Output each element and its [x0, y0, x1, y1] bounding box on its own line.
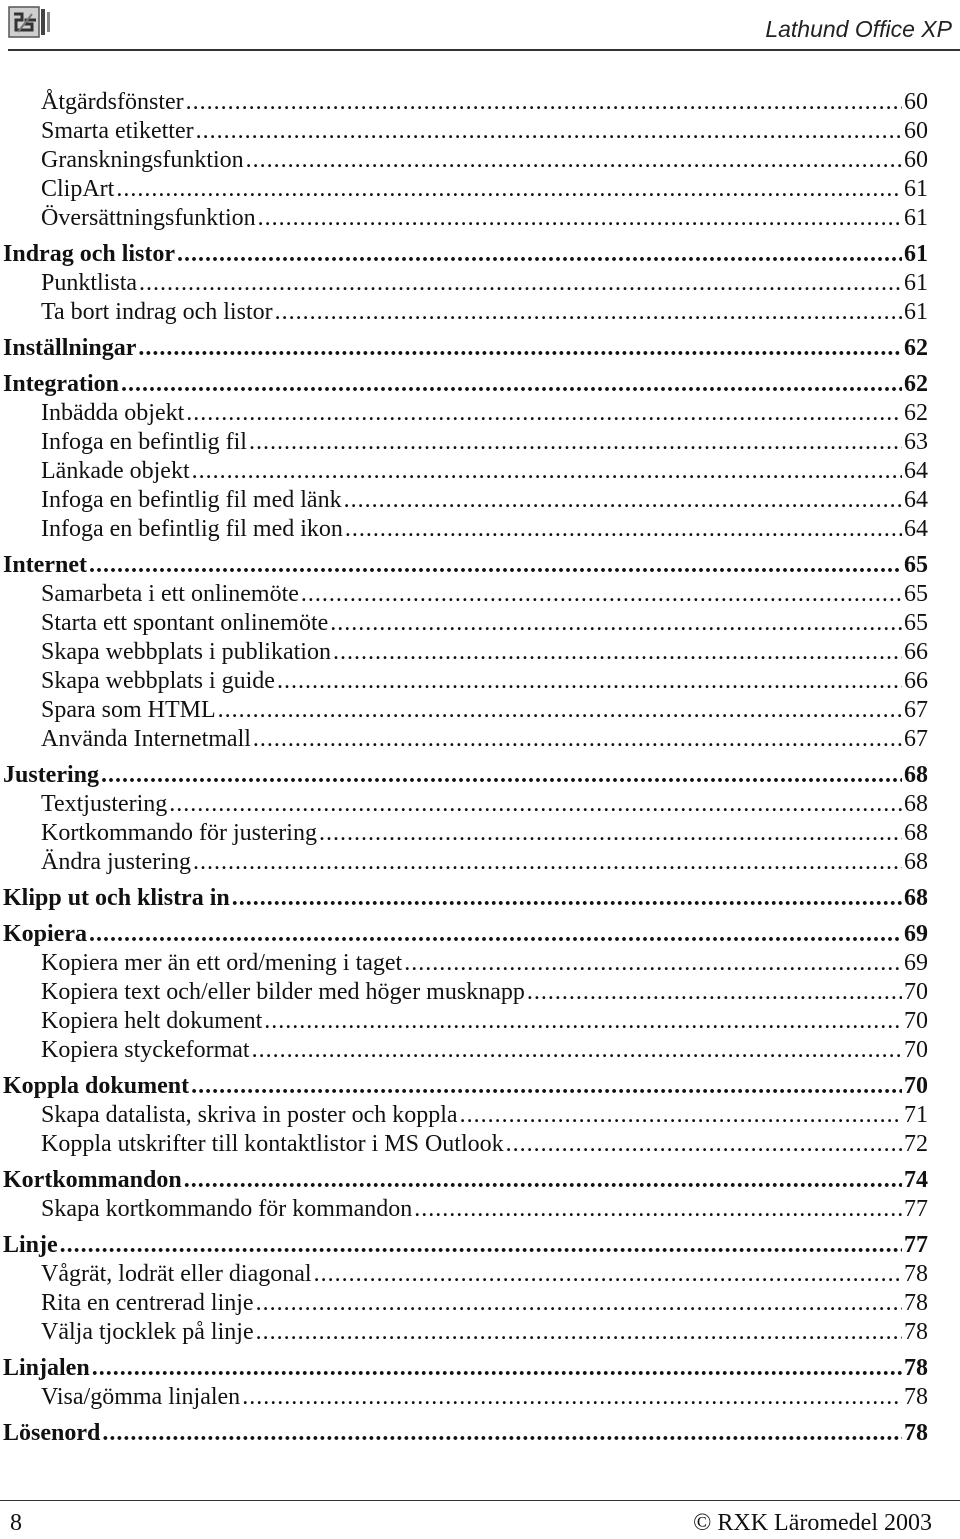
- toc-leader-dots: [89, 551, 902, 579]
- toc-subentry[interactable]: [0, 298, 928, 327]
- toc-entry-label: Internet: [3, 552, 87, 578]
- toc-entry-page: 74: [904, 1167, 928, 1193]
- toc-entry-page: 69: [904, 921, 928, 947]
- toc-entry-label: Inställningar: [3, 335, 137, 361]
- toc-entry-label: Koppla dokument: [3, 1073, 190, 1099]
- toc-subentry[interactable]: [0, 146, 928, 175]
- toc-leader-dots: [301, 580, 902, 608]
- toc-entry-page: 60: [904, 89, 928, 115]
- table-of-contents: [0, 88, 928, 1448]
- toc-subentry[interactable]: [0, 399, 928, 428]
- toc-leader-dots: [218, 696, 902, 724]
- toc-leader-dots: [246, 146, 902, 174]
- toc-entry-page: 70: [904, 979, 928, 1005]
- toc-entry-label: Starta ett spontant onlinemöte: [41, 610, 329, 636]
- toc-entry-page: 61: [904, 270, 928, 296]
- toc-subentry[interactable]: [0, 638, 928, 667]
- toc-section-entry[interactable]: [0, 240, 928, 269]
- toc-entry-label: Visa/gömma linjalen: [41, 1384, 241, 1410]
- toc-subentry[interactable]: [0, 1289, 928, 1318]
- toc-leader-dots: [256, 1289, 902, 1317]
- toc-entry-page: 61: [904, 241, 928, 267]
- toc-entry-label: Kopiera mer än ett ord/mening i taget: [41, 950, 403, 976]
- toc-leader-dots: [314, 1260, 902, 1288]
- toc-entry-label: Använda Internetmall: [41, 726, 251, 752]
- toc-entry-page: 60: [904, 147, 928, 173]
- toc-subentry[interactable]: [0, 725, 928, 754]
- toc-section-entry[interactable]: [0, 551, 928, 580]
- toc-leader-dots: [92, 1354, 902, 1382]
- toc-subentry[interactable]: [0, 1007, 928, 1036]
- toc-entry-label: Kopiera text och/eller bilder med höger musknapp: [41, 979, 525, 1005]
- toc-entry-page: 65: [904, 552, 928, 578]
- toc-subentry[interactable]: [0, 1130, 928, 1159]
- toc-entry-label: Kortkommandon: [3, 1167, 182, 1193]
- toc-entry-page: 61: [904, 176, 928, 202]
- toc-leader-dots: [252, 1036, 902, 1064]
- toc-subentry[interactable]: [0, 667, 928, 696]
- toc-leader-dots: [249, 428, 902, 456]
- toc-section-entry[interactable]: [0, 1072, 928, 1101]
- toc-leader-dots: [169, 790, 902, 818]
- toc-entry-label: Skapa webbplats i guide: [41, 668, 275, 694]
- toc-leader-dots: [184, 1166, 902, 1194]
- toc-subentry[interactable]: [0, 269, 928, 298]
- toc-entry-label: Skapa kortkommando för kommandon: [41, 1196, 413, 1222]
- toc-leader-dots: [345, 515, 902, 543]
- toc-entry-label: Välja tjocklek på linje: [41, 1319, 254, 1345]
- toc-section-entry[interactable]: [0, 1166, 928, 1195]
- toc-entry-page: 65: [904, 610, 928, 636]
- toc-entry-page: 64: [904, 487, 928, 513]
- toc-subentry[interactable]: [0, 819, 928, 848]
- toc-entry-label: ClipArt: [41, 176, 115, 202]
- toc-leader-dots: [232, 884, 902, 912]
- toc-subentry[interactable]: [0, 88, 928, 117]
- footer-page-number: 8: [10, 1510, 22, 1536]
- toc-subentry[interactable]: [0, 175, 928, 204]
- toc-subentry[interactable]: [0, 515, 928, 544]
- toc-entry-label: Ta bort indrag och listor: [41, 299, 273, 325]
- toc-leader-dots: [101, 761, 902, 789]
- toc-subentry[interactable]: [0, 486, 928, 515]
- toc-entry-label: Kopiera helt dokument: [41, 1008, 263, 1034]
- toc-leader-dots: [414, 1195, 902, 1223]
- toc-subentry[interactable]: [0, 696, 928, 725]
- toc-entry-label: Kopiera styckeformat: [41, 1037, 250, 1063]
- toc-entry-page: 62: [904, 371, 928, 397]
- toc-entry-label: Linjalen: [3, 1355, 90, 1381]
- toc-leader-dots: [319, 819, 902, 847]
- toc-subentry[interactable]: [0, 1318, 928, 1347]
- toc-entry-label: Vågrät, lodrät eller diagonal: [41, 1261, 312, 1287]
- toc-subentry[interactable]: [0, 580, 928, 609]
- toc-subentry[interactable]: [0, 1036, 928, 1065]
- toc-subentry[interactable]: [0, 1195, 928, 1224]
- toc-leader-dots: [121, 370, 902, 398]
- toc-entry-label: Punktlista: [41, 270, 138, 296]
- header-title: Lathund Office XP: [765, 16, 952, 42]
- toc-entry-label: Klipp ut och klistra in: [3, 885, 230, 911]
- toc-entry-label: Länkade objekt: [41, 458, 190, 484]
- toc-leader-dots: [404, 949, 902, 977]
- toc-leader-dots: [191, 1072, 902, 1100]
- app-logo-icon: [8, 6, 52, 38]
- toc-leader-dots: [192, 457, 902, 485]
- toc-entry-page: 70: [904, 1073, 928, 1099]
- toc-entry-label: Översättningsfunktion: [41, 205, 256, 231]
- toc-entry-page: 64: [904, 516, 928, 542]
- toc-section-entry[interactable]: [0, 334, 928, 363]
- toc-leader-dots: [330, 609, 902, 637]
- toc-entry-page: 63: [904, 429, 928, 455]
- toc-entry-label: Samarbeta i ett onlinemöte: [41, 581, 299, 607]
- toc-entry-label: Infoga en befintlig fil: [41, 429, 247, 455]
- toc-entry-page: 61: [904, 205, 928, 231]
- toc-leader-dots: [275, 298, 902, 326]
- toc-entry-label: Indrag och listor: [3, 241, 176, 267]
- toc-subentry[interactable]: [0, 1101, 928, 1130]
- toc-entry-page: 66: [904, 668, 928, 694]
- toc-leader-dots: [116, 175, 902, 203]
- toc-entry-page: 68: [904, 849, 928, 875]
- toc-leader-dots: [138, 334, 902, 362]
- toc-entry-page: 71: [904, 1102, 928, 1128]
- toc-entry-label: Ändra justering: [41, 849, 191, 875]
- toc-subentry[interactable]: [0, 117, 928, 146]
- toc-leader-dots: [186, 399, 902, 427]
- toc-entry-page: 67: [904, 726, 928, 752]
- toc-entry-page: 77: [904, 1196, 928, 1222]
- toc-entry-page: 70: [904, 1008, 928, 1034]
- toc-leader-dots: [242, 1383, 902, 1411]
- toc-leader-dots: [193, 848, 902, 876]
- toc-subentry[interactable]: [0, 790, 928, 819]
- toc-subentry[interactable]: [0, 609, 928, 638]
- toc-entry-page: 64: [904, 458, 928, 484]
- toc-section-entry[interactable]: [0, 370, 928, 399]
- toc-entry-page: 78: [904, 1355, 928, 1381]
- toc-entry-label: Textjustering: [41, 791, 168, 817]
- toc-entry-page: 66: [904, 639, 928, 665]
- toc-entry-page: 60: [904, 118, 928, 144]
- toc-section-entry[interactable]: [0, 1354, 928, 1383]
- header-divider: [8, 49, 960, 51]
- toc-section-entry[interactable]: [0, 884, 928, 913]
- toc-entry-page: 78: [904, 1319, 928, 1345]
- toc-entry-page: 68: [904, 791, 928, 817]
- toc-leader-dots: [139, 269, 902, 297]
- toc-entry-label: Justering: [3, 762, 99, 788]
- toc-entry-page: 78: [904, 1290, 928, 1316]
- toc-entry-page: 62: [904, 400, 928, 426]
- toc-entry-label: Inbädda objekt: [41, 400, 185, 426]
- toc-entry-label: Spara som HTML: [41, 697, 216, 723]
- toc-section-entry[interactable]: [0, 1231, 928, 1260]
- toc-leader-dots: [264, 1007, 902, 1035]
- toc-entry-page: 68: [904, 820, 928, 846]
- toc-entry-label: Linje: [3, 1232, 58, 1258]
- toc-entry-label: Skapa datalista, skriva in poster och koppla: [41, 1102, 458, 1128]
- toc-subentry[interactable]: [0, 428, 928, 457]
- toc-leader-dots: [102, 1419, 902, 1447]
- toc-entry-page: 70: [904, 1037, 928, 1063]
- toc-subentry[interactable]: [0, 457, 928, 486]
- toc-leader-dots: [258, 204, 902, 232]
- toc-leader-dots: [333, 638, 902, 666]
- toc-leader-dots: [344, 486, 902, 514]
- toc-entry-page: 72: [904, 1131, 928, 1157]
- toc-entry-label: Integration: [3, 371, 119, 397]
- toc-entry-page: 78: [904, 1261, 928, 1287]
- toc-leader-dots: [186, 88, 902, 116]
- toc-subentry[interactable]: [0, 204, 928, 233]
- toc-section-entry[interactable]: [0, 1419, 928, 1448]
- toc-leader-dots: [527, 978, 902, 1006]
- toc-entry-label: Skapa webbplats i publikation: [41, 639, 331, 665]
- toc-entry-label: Rita en centrerad linje: [41, 1290, 254, 1316]
- toc-entry-page: 78: [904, 1384, 928, 1410]
- toc-entry-page: 78: [904, 1420, 928, 1446]
- toc-entry-label: Åtgärdsfönster: [41, 89, 184, 115]
- toc-entry-page: 62: [904, 335, 928, 361]
- toc-leader-dots: [277, 667, 902, 695]
- toc-entry-label: Lösenord: [3, 1420, 101, 1446]
- toc-subentry[interactable]: [0, 1260, 928, 1289]
- toc-subentry[interactable]: [0, 848, 928, 877]
- toc-entry-label: Smarta etiketter: [41, 118, 194, 144]
- toc-leader-dots: [177, 240, 902, 268]
- toc-entry-label: Kopiera: [3, 921, 87, 947]
- toc-entry-label: Koppla utskrifter till kontaktlistor i MS Outlook: [41, 1131, 504, 1157]
- toc-entry-page: 65: [904, 581, 928, 607]
- toc-entry-label: Infoga en befintlig fil med ikon: [41, 516, 343, 542]
- toc-entry-page: 69: [904, 950, 928, 976]
- toc-leader-dots: [89, 920, 902, 948]
- toc-subentry[interactable]: [0, 949, 928, 978]
- toc-entry-label: Granskningsfunktion: [41, 147, 244, 173]
- toc-entry-label: Kortkommando för justering: [41, 820, 317, 846]
- toc-leader-dots: [256, 1318, 902, 1346]
- toc-leader-dots: [506, 1130, 902, 1158]
- toc-leader-dots: [60, 1231, 902, 1259]
- toc-entry-page: 77: [904, 1232, 928, 1258]
- footer-copyright: © RXK Läromedel 2003: [693, 1510, 932, 1536]
- toc-entry-page: 68: [904, 762, 928, 788]
- toc-entry-page: 68: [904, 885, 928, 911]
- toc-section-entry[interactable]: [0, 761, 928, 790]
- toc-entry-page: 61: [904, 299, 928, 325]
- toc-leader-dots: [196, 117, 902, 145]
- toc-leader-dots: [253, 725, 902, 753]
- toc-leader-dots: [460, 1101, 902, 1129]
- toc-entry-page: 67: [904, 697, 928, 723]
- toc-subentry[interactable]: [0, 1383, 928, 1412]
- toc-entry-label: Infoga en befintlig fil med länk: [41, 487, 342, 513]
- footer-divider: [0, 1500, 960, 1501]
- toc-subentry[interactable]: [0, 978, 928, 1007]
- toc-section-entry[interactable]: [0, 920, 928, 949]
